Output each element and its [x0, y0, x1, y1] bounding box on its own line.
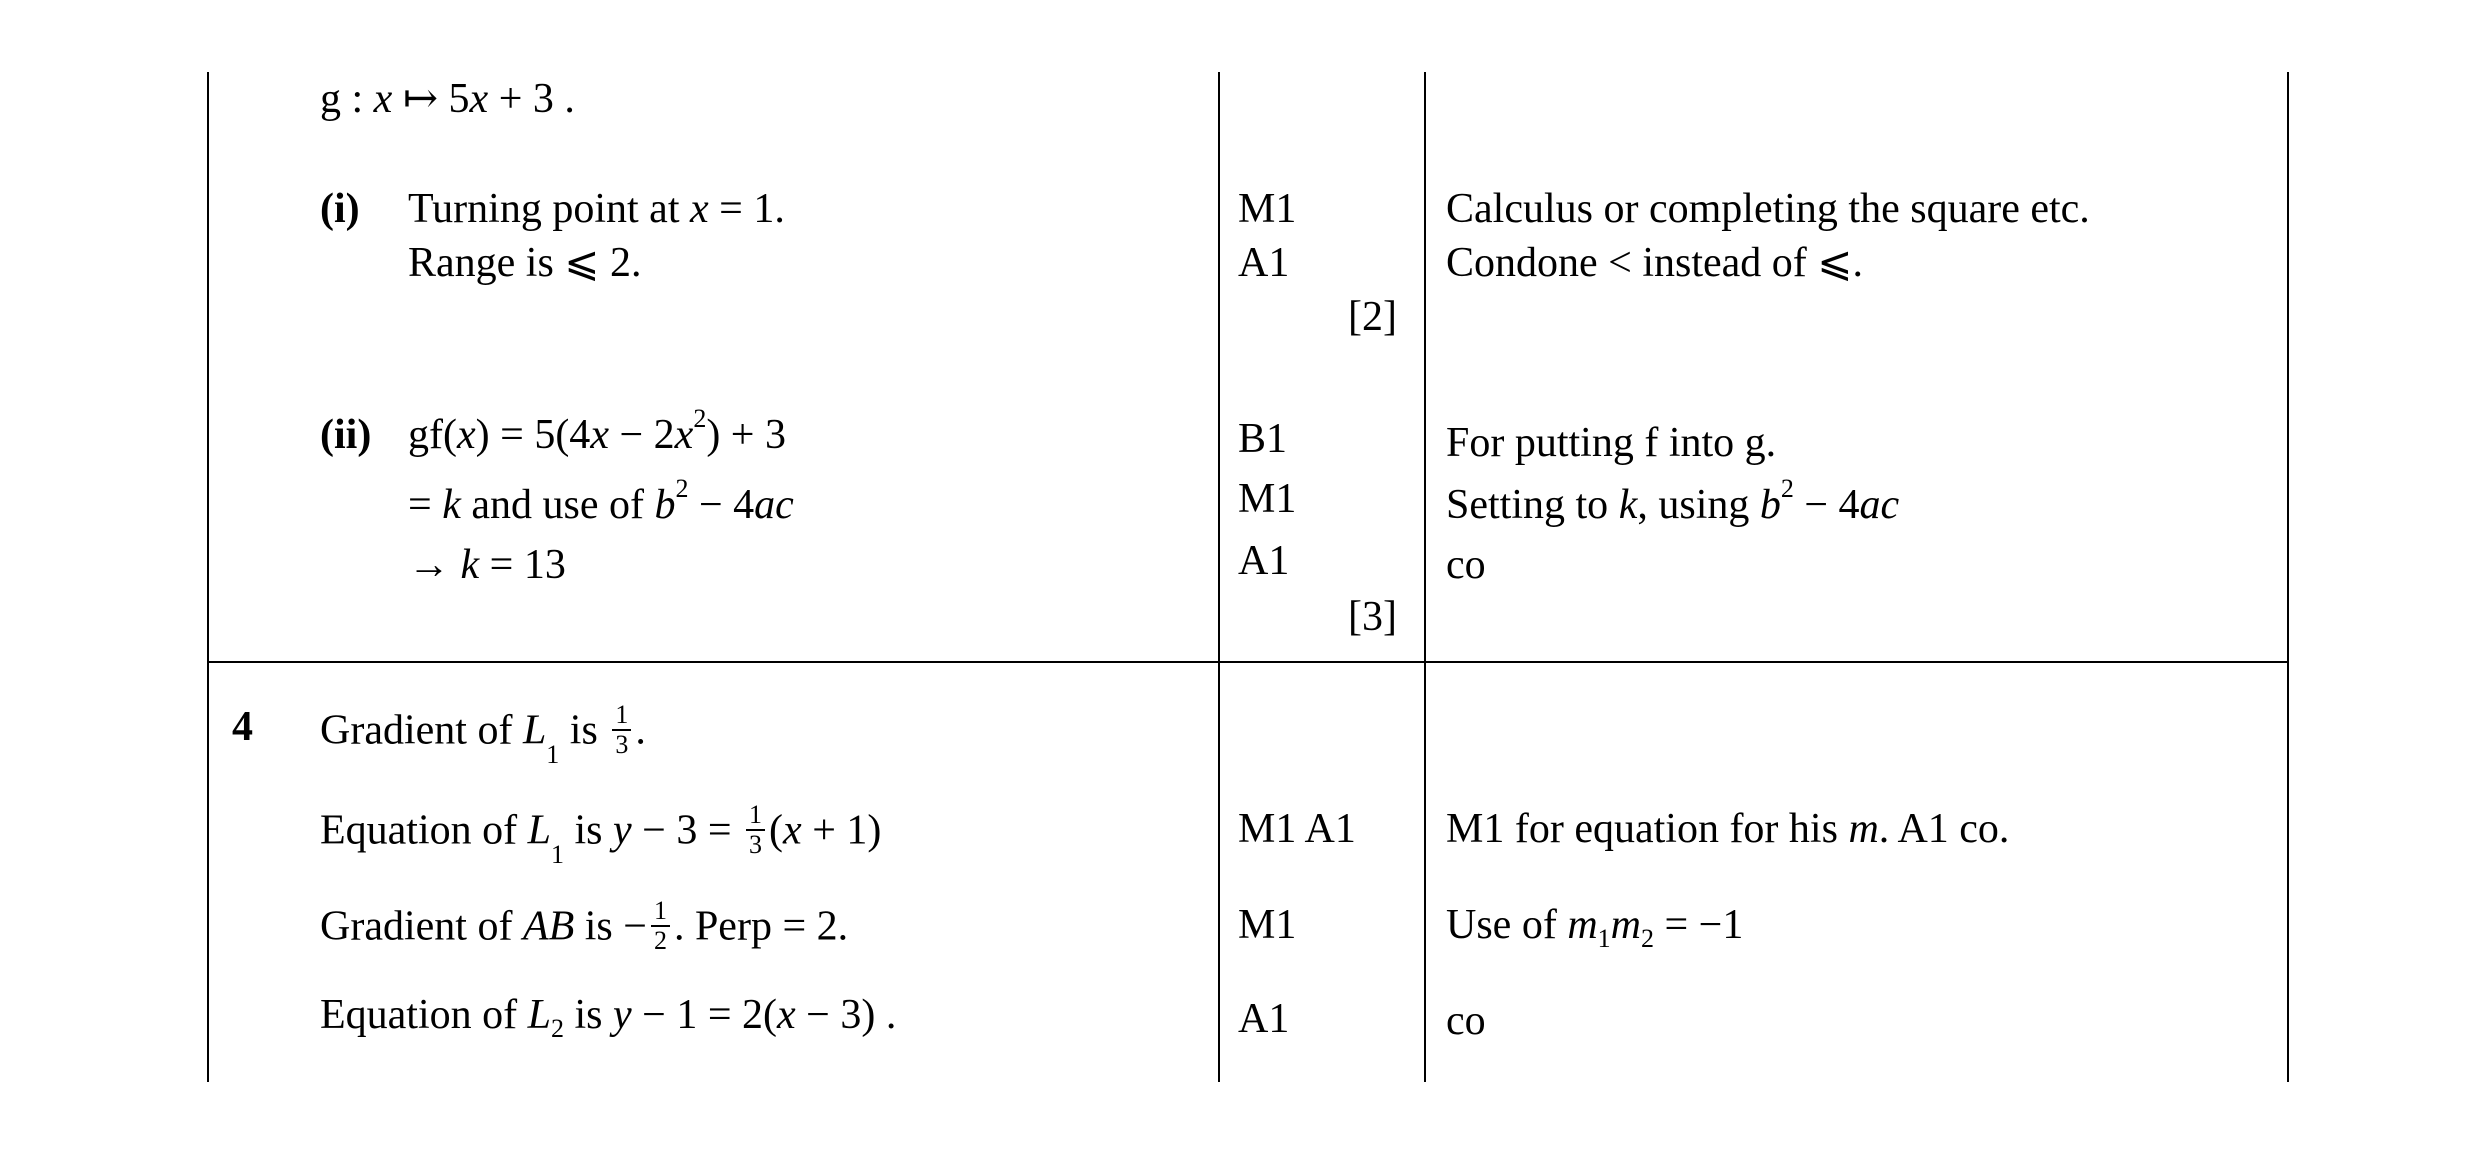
q4-row-1: Gradient of $L_1$ is $\frac{1}{3}$ . — [320, 700, 646, 769]
q4-note-2: Use of $m_1m_2 = -1$ — [1446, 902, 1744, 953]
part-ii-label: (ii) — [320, 412, 372, 458]
part-i-note-2: Condone < instead of ⩽. — [1446, 240, 1863, 286]
part-ii-note-1: For putting f into g. — [1446, 420, 1777, 466]
part-ii-line-1: $gf(x) = 5(4x - 2x^2) + 3$ — [408, 404, 786, 458]
part-ii-note-2: Setting to k, using $b^2 - 4ac$ — [1446, 474, 1900, 528]
part-i-line-1: Turning point at x = 1. — [408, 186, 785, 232]
fraction-one-half: $\frac{1}{2}$ — [651, 898, 670, 954]
q4-row-3: Gradient of AB is − $\frac{1}{2}$ . Perp = 2. — [320, 896, 849, 955]
part-ii-note-3: co — [1446, 542, 1486, 588]
q4-note-3: co — [1446, 998, 1486, 1044]
g-definition: g : x ↦ 5x + 3 . — [320, 76, 575, 122]
part-ii-mark-2: M1 — [1238, 476, 1297, 522]
table-border-left — [207, 72, 209, 1082]
fraction-one-third: $\frac{1}{3}$ — [746, 802, 765, 858]
q4-mark-2: M1 — [1238, 902, 1297, 948]
part-ii-mark-3: A1 — [1238, 538, 1290, 584]
part-ii-total: [3] — [1348, 594, 1397, 640]
question-number: 4 — [232, 704, 253, 750]
part-i-mark-1: M1 — [1238, 186, 1297, 232]
row-divider — [207, 661, 2289, 663]
part-ii-line-2: = k and use of $b^2 - 4ac$ — [408, 474, 794, 528]
part-i-line-2: Range is ⩽ 2. — [408, 240, 642, 286]
fraction-one-third: $\frac{1}{3}$ — [612, 702, 631, 758]
part-ii-mark-1: B1 — [1238, 416, 1288, 462]
part-i-label: (i) — [320, 186, 360, 232]
part-i-total: [2] — [1348, 294, 1397, 340]
table-border-right — [2287, 72, 2289, 1082]
part-ii-line-3: → k = 13 — [408, 542, 566, 588]
q4-mark-3: A1 — [1238, 996, 1290, 1042]
part-i-mark-2: A1 — [1238, 240, 1290, 286]
q4-row-2: Equation of $L_1$ is y − 3 = $\frac{1}{3}$ (x + 1) — [320, 800, 882, 869]
q4-mark-1: M1 A1 — [1238, 806, 1356, 852]
part-i-note-1: Calculus or completing the square etc. — [1446, 186, 2090, 232]
table-divider-notes — [1424, 72, 1426, 1082]
table-divider-marks — [1218, 72, 1220, 1082]
q4-note-1: M1 for equation for his m. A1 co. — [1446, 806, 2010, 852]
q4-row-4: Equation of $L_2$ is y − 1 = 2(x − 3) . — [320, 992, 897, 1043]
